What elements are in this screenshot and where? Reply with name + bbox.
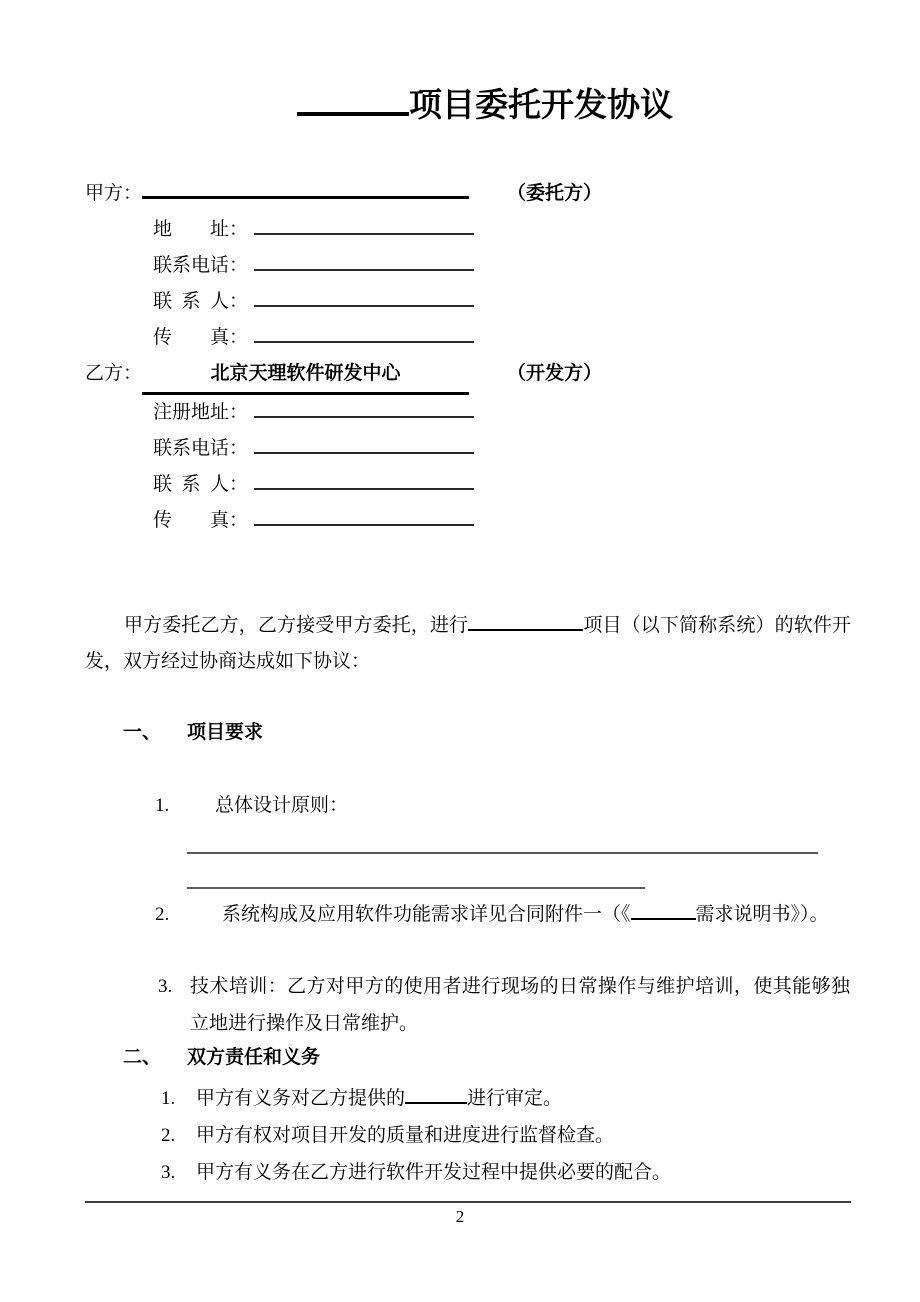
field-colon: ： (229, 255, 249, 276)
field-label: 传真 (153, 327, 229, 348)
list-item (155, 903, 829, 927)
party-a-name-blank[interactable] (142, 195, 469, 199)
list-item-text-after: 需求说明书》）。 (695, 904, 829, 925)
field-blank-phone[interactable] (254, 268, 474, 271)
party-a-label: 甲方： (85, 183, 143, 204)
field-row (153, 503, 875, 539)
field-label: 地址 (153, 219, 229, 240)
field-colon: ： (229, 219, 249, 240)
field-label: 联系人 (153, 291, 229, 312)
section-2-number: 二、 (123, 1047, 162, 1068)
list-item-number: 3. (161, 1162, 176, 1183)
list-item-number: 1. (155, 795, 170, 816)
field-label: 注册地址 (153, 402, 230, 423)
field-row (153, 248, 875, 284)
list-item (161, 1154, 861, 1191)
party-b-label: 乙方： (85, 363, 143, 384)
field-row (153, 212, 875, 248)
field-blank-address[interactable] (254, 232, 474, 235)
list-item-text: 甲方有权对项目开发的质量和进度进行监督检查。 (196, 1125, 615, 1146)
document-title-text: 项目委托开发协议 (409, 88, 673, 124)
field-blank-fax[interactable] (254, 340, 474, 343)
field-row (153, 467, 875, 503)
section-1-title: 项目要求 (187, 722, 264, 743)
writing-line[interactable] (187, 886, 645, 889)
field-row (153, 431, 875, 467)
intro-text-after: 项目（以下简称系统）的软件开发，双方经过协商达成如下协议： (85, 615, 851, 672)
list-item (155, 794, 348, 818)
list-item-text: 技术培训：乙方对甲方的使用者进行现场的日常操作与维护培训，使其能够独立地进行操作及日常维护。 (190, 976, 850, 1034)
list-item-text: 甲方有义务在乙方进行软件开发过程中提供必要的配合。 (196, 1162, 672, 1183)
field-colon: ： (229, 438, 249, 459)
party-b-main-row (85, 356, 875, 395)
section-1-number: 一、 (123, 722, 162, 743)
field-blank-contact[interactable] (254, 487, 474, 490)
title-blank-line[interactable] (297, 111, 409, 116)
field-blank-contact[interactable] (254, 304, 474, 307)
field-blank-registered-address[interactable] (254, 415, 474, 418)
spec-name-blank[interactable] (631, 917, 696, 920)
intro-paragraph (85, 608, 851, 680)
section-2-list (161, 1080, 861, 1191)
field-blank-fax[interactable] (254, 523, 474, 526)
field-blank-phone[interactable] (254, 451, 474, 454)
list-item (161, 1117, 861, 1154)
field-row (153, 395, 875, 431)
intro-text-before: 甲方委托乙方，乙方接受甲方委托，进行 (124, 615, 469, 636)
party-b-role: （开发方） (507, 363, 603, 384)
field-colon: ： (229, 510, 249, 531)
field-label: 联系电话 (153, 255, 230, 276)
list-item (158, 968, 850, 1042)
section-2-title: 双方责任和义务 (187, 1047, 321, 1068)
list-item-text-before: 系统构成及应用软件功能需求详见合同附件一（《 (222, 904, 631, 925)
party-a-role: （委托方） (507, 183, 603, 204)
writing-line[interactable] (187, 851, 818, 854)
field-label: 联系电话 (153, 438, 230, 459)
list-item-text: 总体设计原则： (215, 795, 349, 816)
field-colon: ： (229, 291, 249, 312)
project-name-blank[interactable] (468, 628, 583, 631)
section-1-heading (123, 721, 263, 745)
field-label: 联系人 (153, 474, 229, 495)
field-colon: ： (229, 474, 249, 495)
document-title (25, 84, 920, 128)
list-item-text-after: 进行审定。 (467, 1088, 563, 1109)
list-item-number: 2. (155, 904, 170, 925)
list-item-number: 3. (158, 976, 173, 997)
party-b-company-name: 北京天理软件研发中心 (142, 356, 469, 395)
deliverable-blank[interactable] (405, 1101, 467, 1104)
section-2-heading (123, 1046, 320, 1070)
footer-rule (85, 1200, 851, 1203)
field-row (153, 284, 875, 320)
page-number: 2 (455, 1207, 465, 1226)
field-row (153, 320, 875, 356)
list-item-number: 2. (161, 1125, 176, 1146)
party-a-block (85, 176, 875, 356)
party-b-block (85, 356, 875, 539)
list-item (161, 1080, 861, 1117)
list-item-number: 1. (161, 1088, 176, 1109)
field-label: 传真 (153, 510, 229, 531)
list-item-text-before: 甲方有义务对乙方提供的 (196, 1088, 406, 1109)
field-colon: ： (229, 402, 249, 423)
field-colon: ： (229, 327, 249, 348)
party-a-main-row (85, 176, 875, 212)
